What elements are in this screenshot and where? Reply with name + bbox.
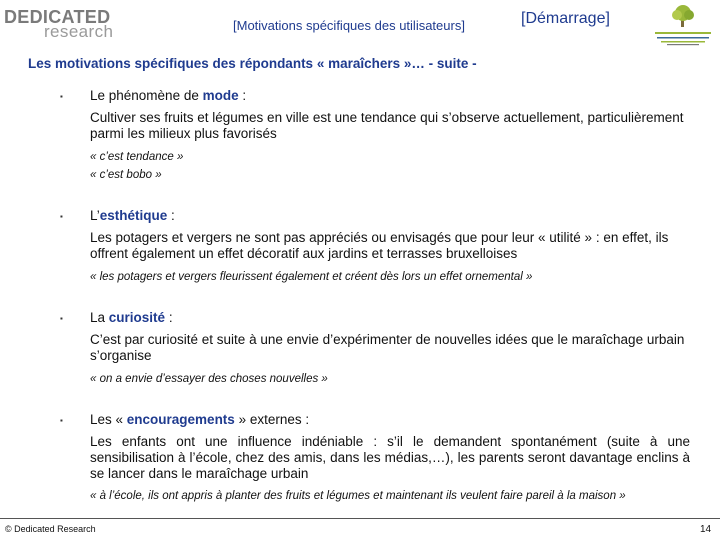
page-number: 14 [700, 524, 712, 535]
heading-suffix: : [167, 208, 175, 223]
heading-suffix: : [165, 310, 173, 325]
slide-title: Les motivations spécifiques des répondants « maraîchers »… - suite - [28, 56, 477, 71]
footer-copyright: © Dedicated Research [5, 524, 96, 534]
footer-divider [0, 518, 720, 519]
section-heading-curiosite [90, 310, 173, 325]
bullet-icon: ▪ [60, 212, 63, 221]
heading-keyword: esthétique [99, 208, 168, 223]
section-body-esthetique: Les potagers et vergers ne sont pas appréciés ou envisagés que pour leur « utilité » : en effet, ils offrent également un effet décoratif aux jardins et terrasses bruxelloises [90, 230, 669, 261]
heading-suffix: : [238, 88, 247, 103]
quote-line: « à l’école, ils ont appris à planter des fruits et légumes et maintenant ils veulent faire pareil à la maison » [90, 490, 626, 502]
dedicated-research-logo [4, 8, 113, 40]
logo-line-1: DEDICATED [4, 7, 111, 27]
header-stage-label: [Démarrage] [521, 10, 610, 27]
section-heading-esthetique [90, 208, 175, 223]
heading-keyword: mode [202, 88, 239, 103]
section-body-encouragements: Les enfants ont une influence indéniable : s’il le demandent spontanément (suite à une sensibilisation à l’école, chez des amis, dans les médias,…), les parents seront davantage enclins à se lancer dans le maraîchage urbain [90, 434, 690, 481]
section-heading-encouragements [90, 412, 309, 427]
section-heading-mode [90, 88, 246, 103]
bullet-icon: ▪ [60, 92, 63, 101]
heading-prefix: La [90, 310, 109, 325]
quote-line: « les potagers et vergers fleurissent également et créent dès lors un effet ornemental » [90, 271, 533, 283]
heading-keyword: curiosité [108, 310, 166, 325]
tree-logo-icon [653, 3, 713, 47]
section-body-curiosite: C’est par curiosité et suite à une envie d’expérimenter de nouvelles idées que le maraîchage urbain s’organise [90, 332, 685, 363]
heading-prefix: Le phénomène de [90, 88, 203, 103]
quote-line: « on a envie d’essayer des choses nouvelles » [90, 373, 328, 385]
bullet-icon: ▪ [60, 416, 63, 425]
heading-prefix: L’ [90, 208, 100, 223]
heading-suffix: » externes : [234, 412, 310, 427]
bullet-icon: ▪ [60, 314, 63, 323]
section-body-mode: Cultiver ses fruits et légumes en ville est une tendance qui s’observe actuellement, particulièrement parmi les milieux plus favorisés [90, 110, 684, 141]
header-section-label: [Motivations spécifiques des utilisateurs] [233, 18, 465, 33]
quote-line: « c’est bobo » [90, 169, 162, 181]
quote-line: « c’est tendance » [90, 151, 184, 163]
logo-line-2: research [44, 22, 114, 41]
heading-keyword: encouragements [126, 412, 235, 427]
heading-prefix: Les « [90, 412, 127, 427]
